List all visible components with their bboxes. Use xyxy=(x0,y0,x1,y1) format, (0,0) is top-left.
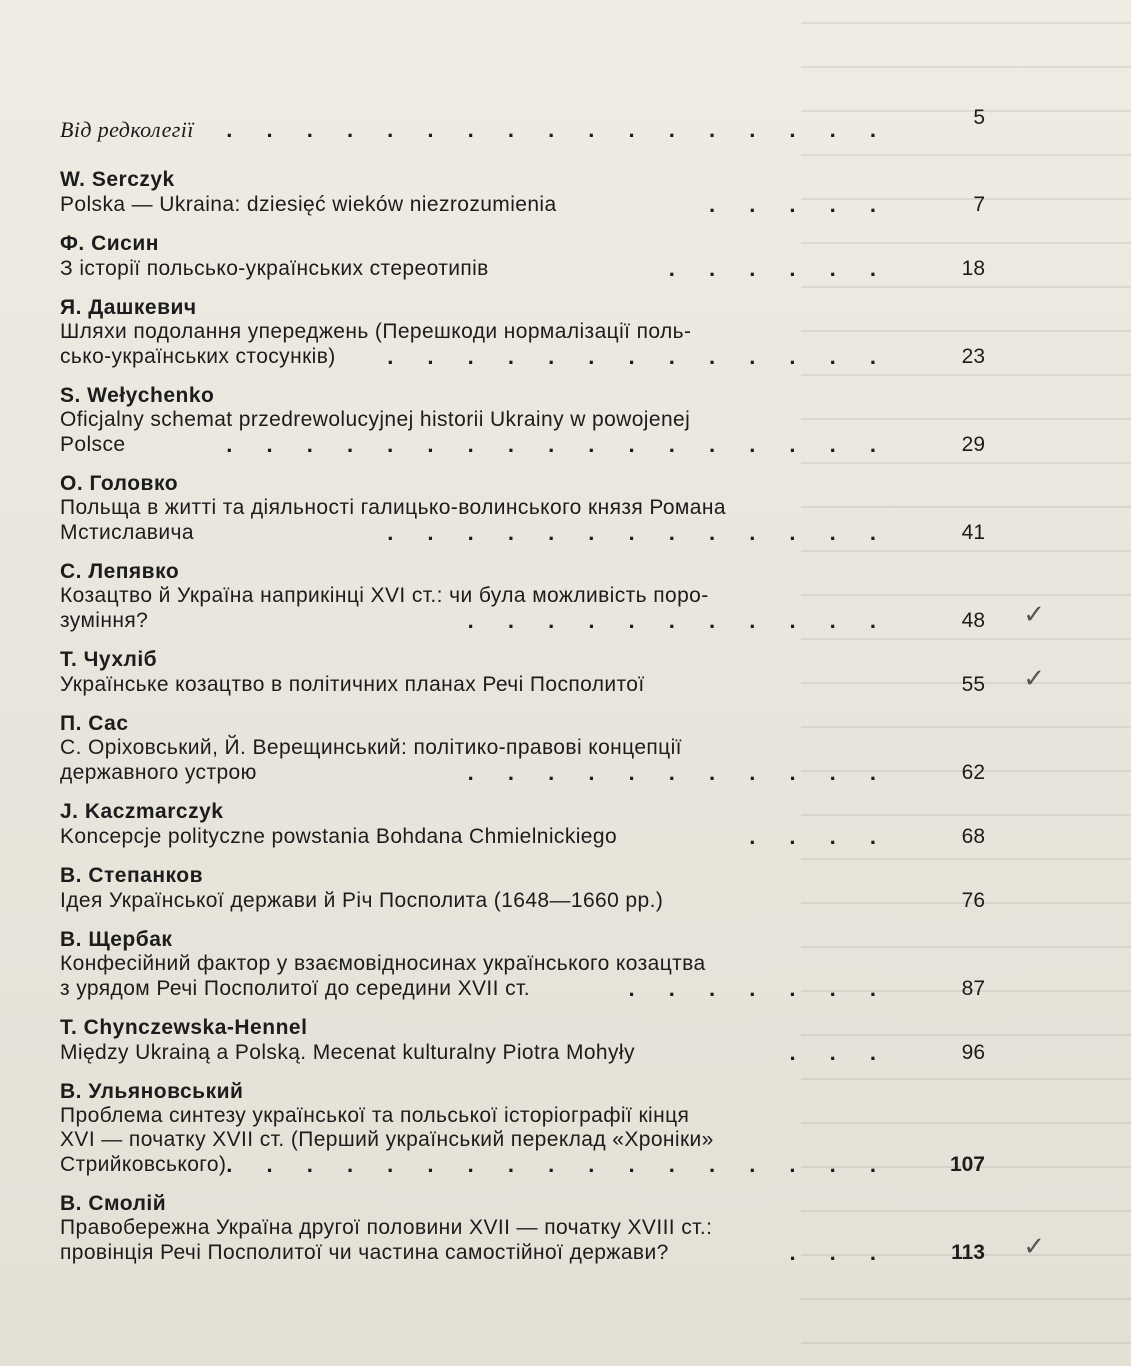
entry-title-end: З історії польсько-українських стереотипів xyxy=(60,257,489,280)
leader-dots: . . . . . . . . . . . xyxy=(467,760,890,785)
toc-entry xyxy=(60,712,1000,786)
entry-author: Т. Чухліб xyxy=(60,648,158,671)
entry-title-end: Polsce xyxy=(60,433,126,456)
page-number: 107 xyxy=(949,1153,985,1176)
entry-last-line xyxy=(60,600,1045,634)
entry-title-end: зуміння? xyxy=(60,609,149,632)
entry-title-line: Козацтво й Україна наприкінці XVI ст.: чи була можливість поро- xyxy=(60,584,709,607)
leader-dots: . . . . . . . . . . . . . . . . . xyxy=(226,117,890,142)
page-number: 113 xyxy=(951,1241,985,1264)
entry-last-line xyxy=(60,888,1000,914)
leader-dots: . . . . . . . . . . . . . . . . . xyxy=(226,432,890,457)
entry-last-line xyxy=(60,192,1000,218)
entry-author: В. Ульяновський xyxy=(60,1080,244,1103)
entry-title-line: XVI — початку XVII ст. (Перший український переклад «Хроніки» xyxy=(60,1128,714,1151)
pencil-checkmark-icon: ✓ xyxy=(1023,664,1045,694)
entry-title-end: державного устрою xyxy=(60,761,257,784)
entry-author: Я. Дашкевич xyxy=(60,296,197,319)
page-number: 96 xyxy=(961,1041,985,1064)
entry-title-end: Українське козацтво в політичних планах Речі Посполитої xyxy=(60,673,645,696)
entry-author: В. Степанков xyxy=(60,864,203,887)
toc-entry xyxy=(60,384,1000,458)
toc-line xyxy=(60,106,1000,150)
entry-last-line xyxy=(60,1040,1000,1066)
entry-last-line xyxy=(60,664,1045,698)
page-number: 23 xyxy=(961,345,985,368)
entry-last-line xyxy=(60,432,1000,458)
toc-entry xyxy=(60,296,1000,370)
page-number: 62 xyxy=(961,761,985,784)
entry-title-end: Ідея Української держави й Річ Посполита (1648—1660 рр.) xyxy=(60,889,664,912)
page-number: 18 xyxy=(961,257,985,280)
entry-author: Ф. Сисин xyxy=(60,232,159,255)
toc-entry xyxy=(60,168,1000,218)
page-number: 7 xyxy=(973,193,985,216)
entry-last-line xyxy=(60,1152,1000,1178)
leader-dots: . . . . xyxy=(749,824,890,849)
page-number: 87 xyxy=(961,977,985,1000)
entry-title-end: Polska — Ukraina: dziesięć wieków niezrozumienia xyxy=(60,193,557,216)
entry-title-line: Конфесійний фактор у взаємовідносинах українського козацтва xyxy=(60,952,706,975)
page-number: 41 xyxy=(961,521,985,544)
entry-title-line: Правобережна Україна другої половини XVII — початку XVIII ст.: xyxy=(60,1216,713,1239)
page-number: 29 xyxy=(961,433,985,456)
entries-list xyxy=(60,168,1045,1266)
entry-title-line: Проблема синтезу української та польської історіографії кінця xyxy=(60,1104,690,1127)
leader-dots: . . . . . . xyxy=(668,256,890,281)
page-number: 48 xyxy=(961,609,985,632)
entry-author: S. Wełychenko xyxy=(60,384,215,407)
entry-last-line xyxy=(60,520,1000,546)
entry-author: J. Kaczmarczyk xyxy=(60,800,224,823)
leader-dots: . . . . . . . . . . . . . xyxy=(387,344,890,369)
entry-author: С. Лепявко xyxy=(60,560,180,583)
entry-title-line: С. Оріховський, Й. Верещинський: політико-правові концепції xyxy=(60,736,682,759)
entry-author: О. Головко xyxy=(60,472,179,495)
table-of-contents xyxy=(60,106,1045,1280)
entry-title-end: з урядом Речі Посполитої до середини XVII ст. xyxy=(60,977,530,1000)
entry-author: П. Сас xyxy=(60,712,129,735)
entry-author: В. Щербак xyxy=(60,928,173,951)
page-number: 5 xyxy=(973,106,985,129)
entry-title-line: Польща в житті та діяльності галицько-волинського князя Романа xyxy=(60,496,726,519)
entry-title-end: Мстиславича xyxy=(60,521,194,544)
toc-entry xyxy=(60,560,1045,634)
toc-entry xyxy=(60,1016,1000,1066)
leader-dots: . . . . . xyxy=(708,192,890,217)
entry-title-end: Między Ukrainą a Polską. Mecenat kulturalny Piotra Mohyły xyxy=(60,1041,635,1064)
toc-entry xyxy=(60,648,1045,698)
entry-last-line xyxy=(60,760,1000,786)
pencil-checkmark-icon: ✓ xyxy=(1023,600,1045,630)
entry-last-line xyxy=(60,344,1000,370)
entry-last-line xyxy=(60,1232,1045,1266)
entry-title-end: Стрийковського) xyxy=(60,1153,227,1176)
entry-title-end: Koncepcje polityczne powstania Bohdana Chmielnickiego xyxy=(60,825,618,848)
toc-entry xyxy=(60,1192,1045,1266)
entry-title-end: провінція Речі Посполитої чи частина самостійної держави? xyxy=(60,1241,669,1264)
entry-title-line: Шляхи подолання упереджень (Перешкоди нормалізації поль- xyxy=(60,320,692,343)
entry-last-line xyxy=(60,256,1000,282)
pencil-checkmark-icon: ✓ xyxy=(1023,1232,1045,1262)
toc-entry-intro xyxy=(60,106,1000,150)
toc-entry xyxy=(60,928,1000,1002)
leader-dots: . . . xyxy=(789,1240,890,1265)
entry-last-line xyxy=(60,824,1000,850)
page-number: 68 xyxy=(961,825,985,848)
intro-label: Від редколегії xyxy=(60,117,194,142)
toc-entry xyxy=(60,864,1000,914)
toc-entry xyxy=(60,1080,1000,1178)
leader-dots: . . . . . . . xyxy=(628,976,890,1001)
leader-dots: . . . . . . . . . . . . . . . . . xyxy=(226,1152,890,1177)
toc-entry xyxy=(60,472,1000,546)
leader-dots: . . . xyxy=(789,1040,890,1065)
leader-dots: . . . . . . . . . . . . . xyxy=(387,520,890,545)
entry-title-line: Oficjalny schemat przedrewolucyjnej historii Ukrainy w powojenej xyxy=(60,408,691,431)
page-number: 55 xyxy=(961,673,985,696)
entry-title-end: сько-українських стосунків) xyxy=(60,345,336,368)
toc-entry xyxy=(60,800,1000,850)
entry-author: T. Chynczewska-Hennel xyxy=(60,1016,308,1039)
entry-author: W. Serczyk xyxy=(60,168,175,191)
entry-author: В. Смолій xyxy=(60,1192,167,1215)
page-number: 76 xyxy=(961,889,985,912)
toc-entry xyxy=(60,232,1000,282)
entry-last-line xyxy=(60,976,1000,1002)
leader-dots: . . . . . . . . . . . xyxy=(467,608,890,633)
